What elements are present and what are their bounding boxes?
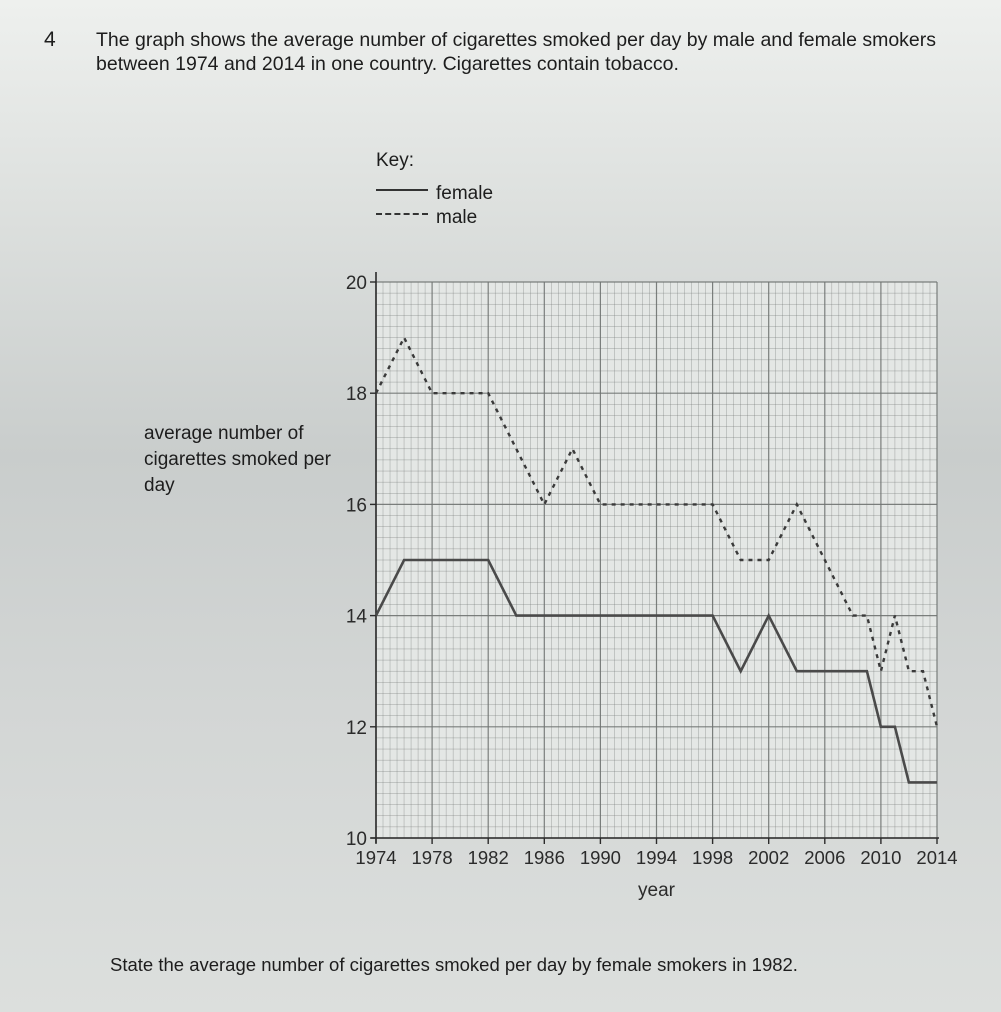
- x-tick-label: 1986: [523, 847, 565, 868]
- legend-label-male: male: [436, 207, 478, 228]
- x-tick-label: 2014: [916, 847, 958, 868]
- x-tick-label: 1978: [411, 847, 453, 868]
- y-tick-label: 16: [345, 495, 367, 517]
- legend-title: Key:: [376, 150, 415, 171]
- y-tick-label: 14: [345, 606, 367, 628]
- x-axis-label: year: [638, 880, 675, 901]
- x-tick-label: 1974: [355, 847, 397, 868]
- question-intro: The graph shows the average number of cigarettes smoked per day by male and female smokers between 1974 and 2014 in one country. Cigarettes contain tobacco.: [96, 29, 937, 75]
- x-tick-label: 2010: [860, 847, 902, 868]
- question-number: 4: [44, 28, 56, 51]
- y-tick-label: 12: [345, 717, 367, 739]
- y-tick-label: 20: [345, 273, 367, 294]
- x-tick-label: 1982: [467, 847, 509, 868]
- y-axis-label: average number of cigarettes smoked per day: [144, 423, 331, 496]
- x-tick-label: 2006: [804, 847, 846, 868]
- y-tick-label: 18: [345, 384, 367, 406]
- x-tick-label: 1990: [579, 847, 621, 868]
- x-tick-label: 2002: [748, 847, 790, 868]
- x-tick-label: 1994: [635, 847, 678, 868]
- question-text: State the average number of cigarettes smoked per day by female smokers in 1982.: [110, 954, 798, 975]
- y-tick-label: 10: [345, 829, 367, 850]
- legend-label-female: female: [436, 183, 494, 204]
- x-tick-label: 1998: [692, 847, 734, 868]
